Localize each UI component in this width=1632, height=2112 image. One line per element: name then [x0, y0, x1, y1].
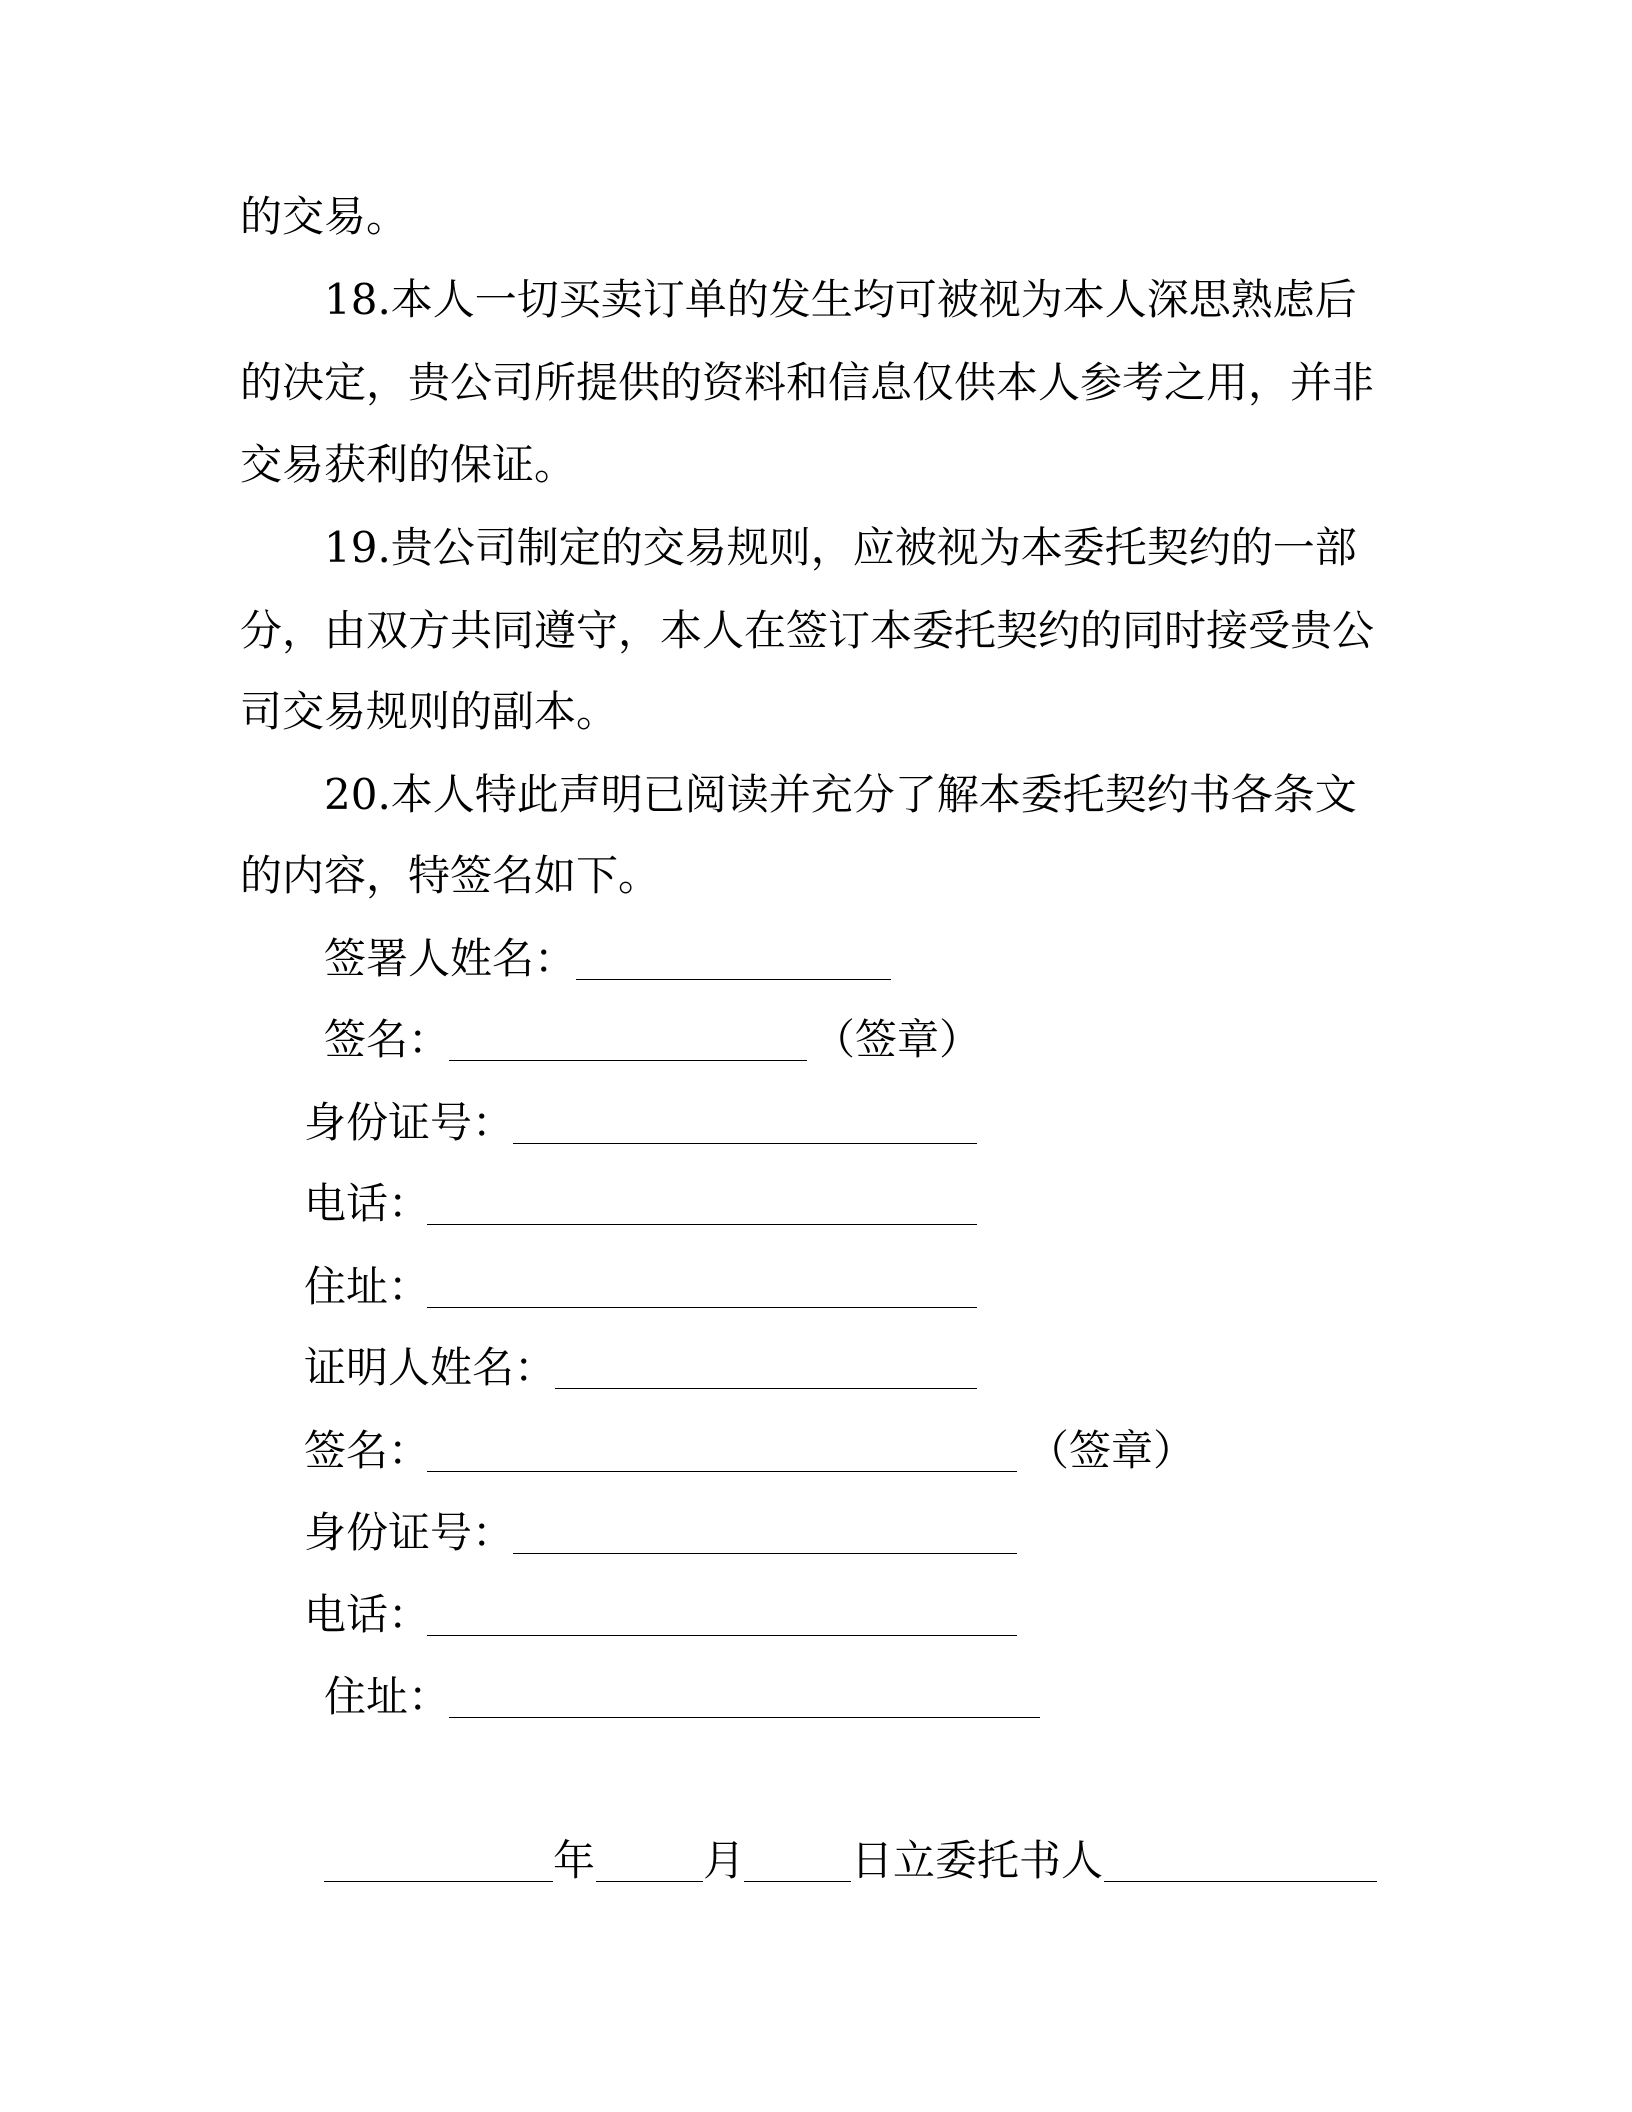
- signatory-phone-blank: [427, 1224, 977, 1225]
- day-blank: [744, 1881, 851, 1882]
- signatory-id-blank: [513, 1143, 977, 1144]
- signatory-address-row: [0, 1246, 1632, 1328]
- signatory-id-row: [0, 1082, 1632, 1164]
- signatory-signature-blank: [449, 1060, 807, 1061]
- year-blank: [324, 1881, 553, 1882]
- witness-id-blank: [513, 1553, 1017, 1554]
- signatory-address-label: 住址：: [304, 1262, 431, 1311]
- principal-blank: [1104, 1881, 1377, 1882]
- signatory-address-blank: [427, 1307, 977, 1308]
- witness-signature-blank: [427, 1471, 1017, 1472]
- signatory-phone-label: 电话：: [304, 1179, 431, 1228]
- clause-19-line: 分，由双方共同遵守，本人在签订本委托契约的同时接受贵公: [240, 606, 1375, 655]
- witness-phone-row: [0, 1574, 1632, 1656]
- witness-address-blank: [449, 1717, 1040, 1718]
- witness-name-blank: [555, 1388, 977, 1389]
- signatory-name-row: [0, 918, 1632, 1000]
- witness-seal-note: （签章）: [1027, 1426, 1196, 1475]
- witness-address-row: [0, 1656, 1632, 1738]
- witness-signature-label: 签名：: [304, 1426, 431, 1475]
- month-label: 月: [703, 1836, 746, 1885]
- witness-phone-label: 电话：: [304, 1590, 431, 1639]
- witness-address-label: 住址：: [324, 1672, 451, 1721]
- clause-19-line: 司交易规则的副本。: [240, 687, 619, 736]
- clause-17-tail-line: 的交易。: [240, 192, 409, 241]
- witness-signature-row: [0, 1410, 1632, 1492]
- signatory-name-blank: [576, 979, 891, 980]
- witness-id-row: [0, 1492, 1632, 1574]
- signatory-phone-row: [0, 1163, 1632, 1245]
- clause-18-line: 交易获利的保证。: [240, 440, 577, 489]
- witness-name-row: [0, 1327, 1632, 1409]
- clause-19-line: 19.贵公司制定的交易规则，应被视为本委托契约的一部: [324, 523, 1357, 572]
- signatory-seal-note: （签章）: [813, 1015, 982, 1064]
- witness-name-label: 证明人姓名：: [304, 1343, 557, 1392]
- witness-id-label: 身份证号：: [304, 1508, 515, 1557]
- clause-20-line: 20.本人特此声明已阅读并充分了解本委托契约书各条文: [324, 770, 1357, 819]
- clause-18-line: 的决定，贵公司所提供的资料和信息仅供本人参考之用，并非: [240, 358, 1375, 407]
- witness-phone-blank: [427, 1635, 1017, 1636]
- year-label: 年: [553, 1836, 596, 1885]
- signatory-id-label: 身份证号：: [304, 1098, 515, 1147]
- date-line-row: [0, 1820, 1632, 1902]
- signatory-signature-label: 签名：: [324, 1015, 451, 1064]
- clause-20-line: 的内容，特签名如下。: [240, 851, 661, 900]
- month-blank: [596, 1881, 703, 1882]
- signatory-signature-row: [0, 999, 1632, 1081]
- signatory-name-label: 签署人姓名：: [324, 934, 577, 983]
- clause-18-line: 18.本人一切买卖订单的发生均可被视为本人深思熟虑后: [324, 275, 1357, 324]
- day-principal-label: 日立委托书人: [851, 1836, 1104, 1885]
